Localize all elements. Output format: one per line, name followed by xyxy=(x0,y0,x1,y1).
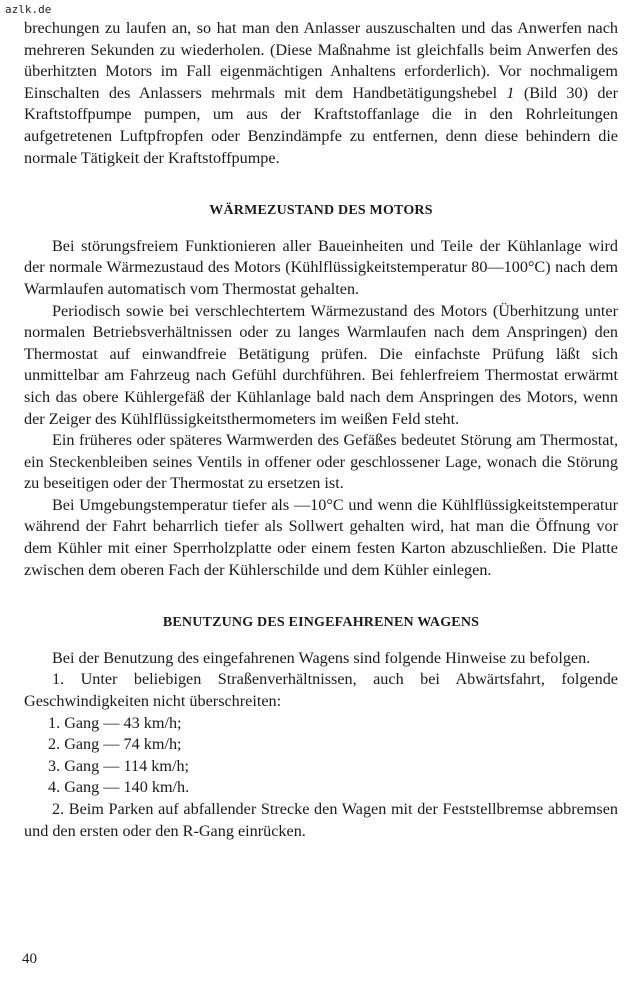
list-item: 2. Gang — 74 km/h; xyxy=(48,735,182,754)
watermark: azlk.de xyxy=(5,3,52,16)
paragraph: Bei störungsfreiem Funktionieren aller Baueinheiten und Teile der Kühlanlage wird der normale Wärmezustaud des Motors (Kühlflüssigkeitstemperatur 80—100°C) nach dem Warmlaufen automatisch vom Thermostat gehalten. xyxy=(24,236,618,298)
paragraph: 1. Unter beliebigen Straßenverhältnissen, auch bei Abwärtsfahrt, folgende Geschwindigkeiten nicht überschreiten: xyxy=(24,670,618,711)
paragraph: 2. Beim Parken auf abfallender Strecke den Wagen mit der Feststellbremse abbremsen und den ersten oder den R-Gang einrücken. xyxy=(24,800,618,840)
page-number: 40 xyxy=(22,951,37,967)
list-item: 4. Gang — 140 km/h. xyxy=(48,778,190,797)
section-heading-benutzung: BENUTZUNG DES EINGEFAHRENEN WAGENS xyxy=(162,615,480,631)
paragraph: Bei der Benutzung des eingefahrenen Wagens sind folgende Hinweise zu befolgen. xyxy=(52,648,591,667)
intro-text: brechungen zu laufen an, so hat man den Anlasser auszuschalten und das Anwerfen nach mehreren Sekunden zu wiederholen. (Diese Maßnahme ist gleichfalls beim Anwerfen des überhitzten Motors im Fall eigenmächtigen Anhaltens erforderlich). Vor nochmaligem Einschalten des Anlassers mehrmals mit dem Handbetätigungshebel xyxy=(24,19,618,102)
list-item: 1. Gang — 43 km/h; xyxy=(48,713,182,732)
section-heading-waermezustand: WÄRMEZUSTAND DES MOTORS xyxy=(209,203,433,219)
list-item: 3. Gang — 114 km/h; xyxy=(48,756,190,775)
intro-text-end: (Bild 30) der Kraftstoffpumpe pumpen, um aus der Kraftstoffanlage die in den Rohrleitungen aufgetretenen Luftpfropfen oder Benzindämpfe zu entfernen, denn diese behindern die normale Tätigkeit der Kraftstoffpumpe. xyxy=(24,83,618,167)
paragraph: Ein früheres oder späteres Warmwerden des Gefäßes bedeutet Störung am Thermostat, ein Steckenbleiben seines Ventils in offener oder geschlossener Lage, wonach die Störung zu beseitigen oder der Thermostat zu ersetzen ist. xyxy=(24,431,618,493)
intro-paragraph xyxy=(24,18,618,169)
paragraph: Periodisch sowie bei verschlechtertem Wärmezustand des Motors (Überhitzung unter normalen Betriebsverhältnissen oder zu langes Warmlaufen nach dem Anspringen) den Thermostat auf einwandfreie Betätigung prüfen. Die einfachste Prüfung läßt sich unmittelbar am Fahrzeug nach Gefühl durchführen. Bei fehlerfreiem Thermostat erwärmt sich das obere Kühlergefäß der Kühlanlage bald nach dem Anspringen des Motors, wenn der Zeiger des Kühlflüssigkeitsthermometers im weißen Feld steht. xyxy=(24,301,618,428)
paragraph: Bei Umgebungstemperatur tiefer als —10°C und wenn die Kühlflüssigkeitstemperatur während der Fahrt beharrlich tiefer als Sollwert gehalten wird, hat man die Öffnung vor dem Kühler mit einer Sperrholzplatte oder einem festen Karton abzuschließen. Die Platte zwischen dem oberen Fach der Kühlerschilde und dem Kühler einlegen. xyxy=(24,495,618,579)
intro-reference-number: 1 xyxy=(506,83,515,102)
page-body xyxy=(24,18,618,842)
